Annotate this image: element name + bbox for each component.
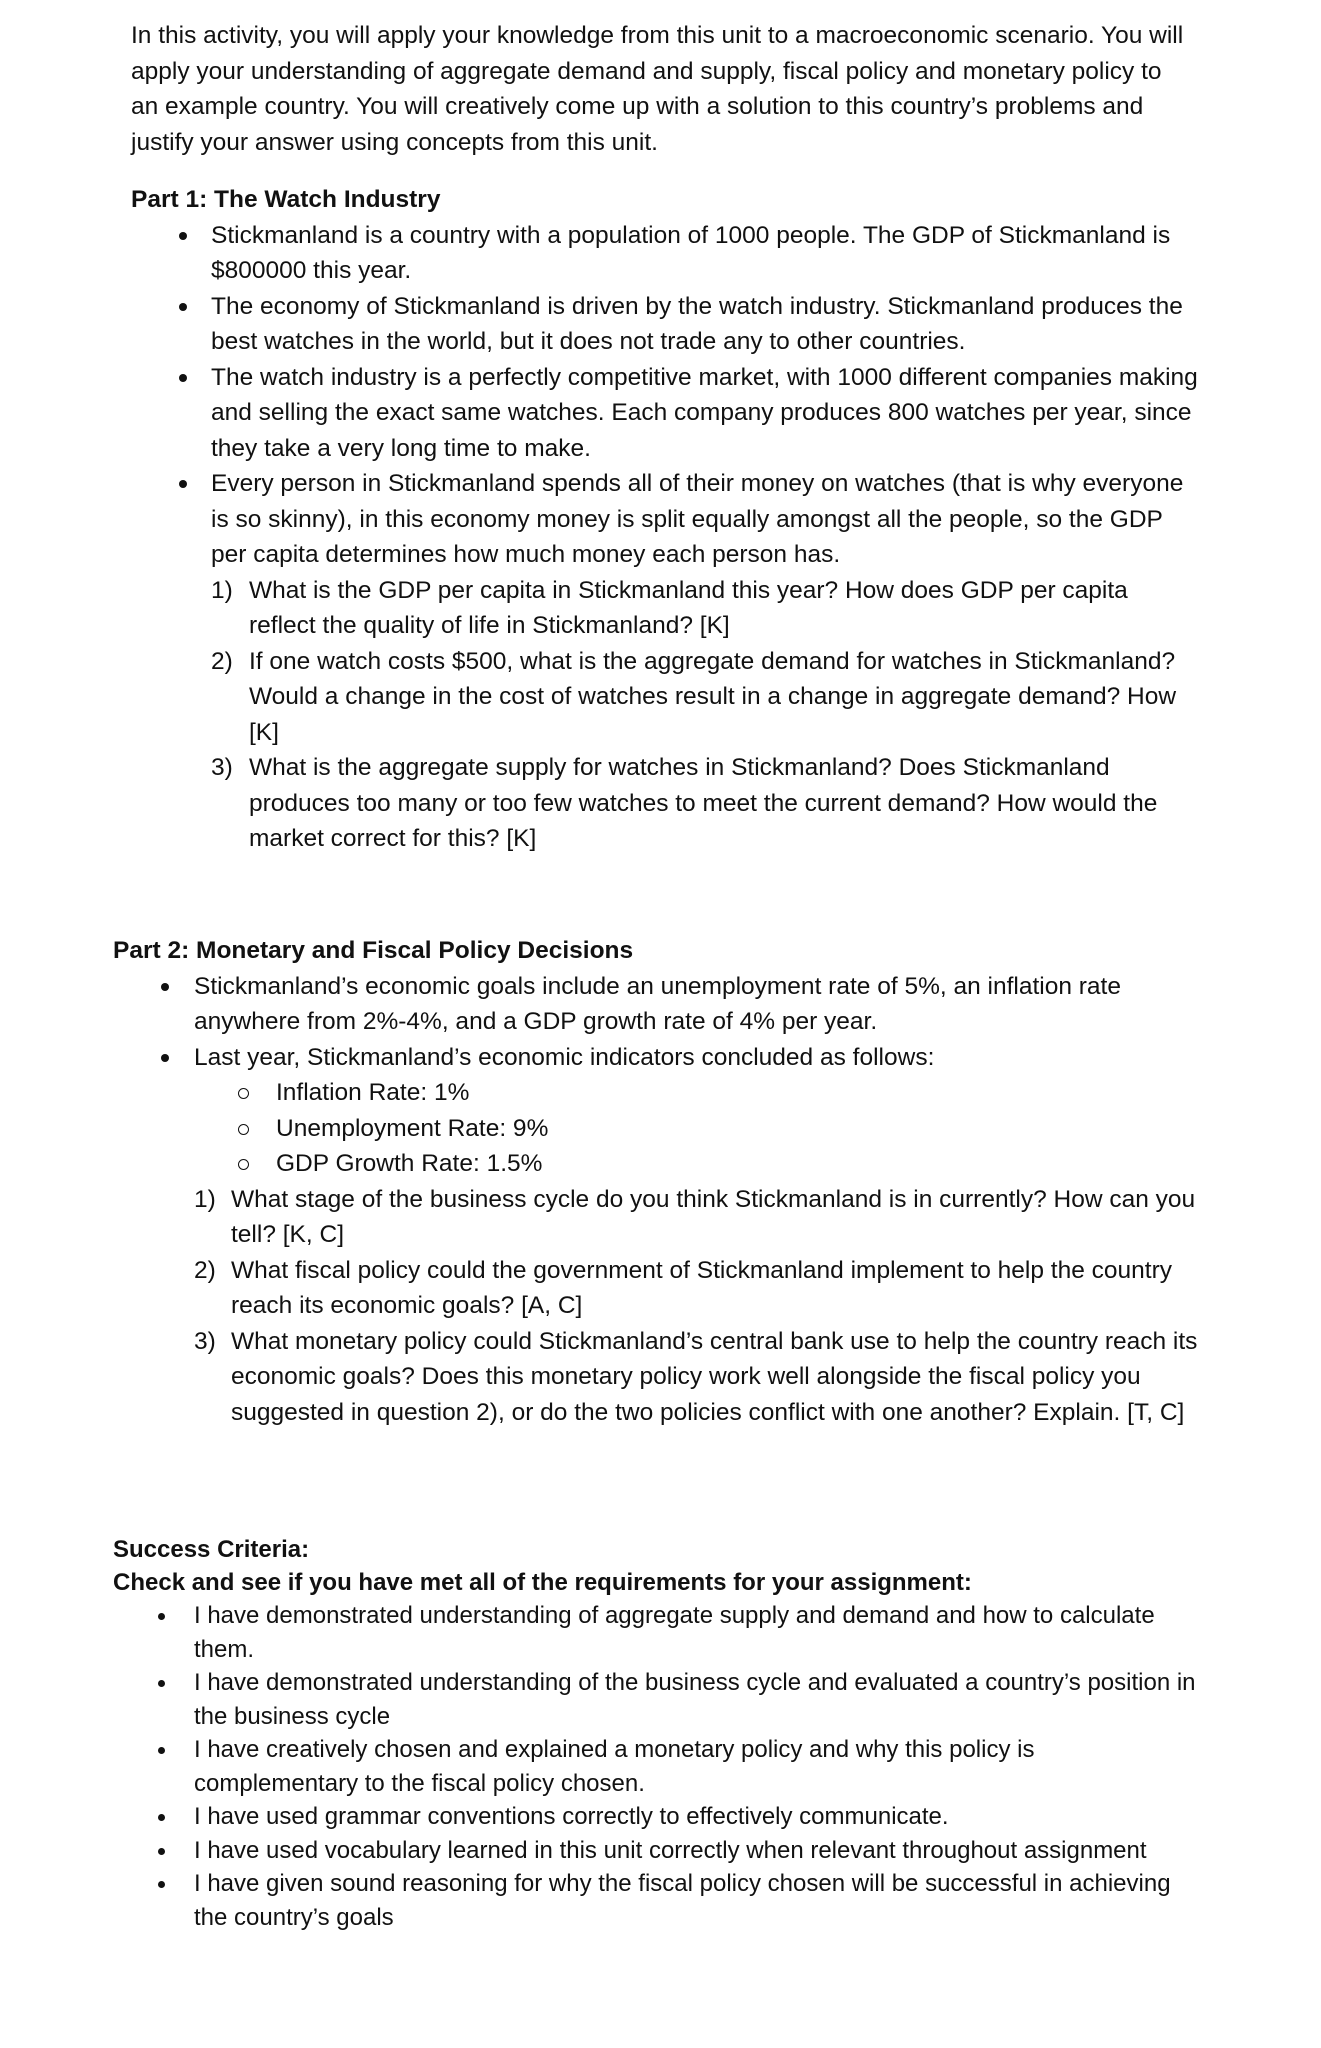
success-criteria-list — [113, 1599, 1203, 1934]
bullet-icon — [158, 1848, 165, 1855]
bullet-icon — [161, 983, 169, 991]
bullet-icon — [158, 1680, 165, 1687]
bullet-text: The economy of Stickmanland is driven by the watch industry. Stickmanland produces the best watches in the world, but it does not trade any to other countries. — [211, 292, 1183, 355]
question-text: What is the GDP per capita in Stickmanland this year? How does GDP per capita reflect the quality of life in Stickmanland? [K] — [249, 576, 1128, 639]
intro-paragraph: In this activity, you will apply your knowledge from this unit to a macroeconomic scenario. You will apply your understanding of aggregate demand and supply, fiscal policy and monetary policy to an example country. You will creatively come up with a solution to this country’s problems and justify your answer using concepts from this unit. — [131, 22, 1184, 156]
part2-heading: Part 2: Monetary and Fiscal Policy Decisions — [113, 937, 634, 964]
question-item — [211, 573, 1201, 644]
question-number: 3) — [194, 1327, 216, 1355]
criteria-item — [113, 1800, 1203, 1834]
indicator-item — [238, 1075, 1203, 1111]
bullet-icon — [179, 232, 187, 240]
bullet-icon — [158, 1613, 165, 1620]
criteria-text: I have used vocabulary learned in this unit correctly when relevant throughout assignment — [194, 1836, 1147, 1864]
question-item — [194, 1324, 1203, 1431]
question-text: What fiscal policy could the government of Stickmanland implement to help the country reach its economic goals? [A, C] — [231, 1256, 1173, 1319]
part2-bullet-list — [113, 969, 1203, 1076]
criteria-text: I have creatively chosen and explained a monetary policy and why this policy is complementary to the fiscal policy chosen. — [194, 1736, 1035, 1797]
criteria-text: I have demonstrated understanding of aggregate supply and demand and how to calculate them. — [194, 1602, 1155, 1663]
list-item — [131, 289, 1201, 360]
circle-bullet-icon — [238, 1124, 249, 1135]
bullet-text: Stickmanland is a country with a population of 1000 people. The GDP of Stickmanland is $800000 this year. — [211, 221, 1171, 284]
question-item — [211, 644, 1201, 751]
bullet-icon — [161, 1054, 169, 1062]
question-number: 3) — [211, 754, 233, 781]
criteria-item — [113, 1666, 1203, 1733]
indicator-text: GDP Growth Rate: 1.5% — [276, 1150, 543, 1177]
part1-heading: Part 1: The Watch Industry — [131, 186, 441, 213]
criteria-text: I have used grammar conventions correctly to effectively communicate. — [194, 1803, 949, 1830]
bullet-icon — [158, 1747, 165, 1754]
indicator-item — [238, 1111, 1203, 1147]
part1-question-list — [211, 573, 1201, 857]
indicator-list — [238, 1075, 1203, 1182]
criteria-item — [113, 1733, 1203, 1800]
success-subheading: Check and see if you have met all of the requirements for your assignment: — [113, 1569, 972, 1596]
bullet-text: The watch industry is a perfectly competitive market, with 1000 different companies making and selling the exact same watches. Each company produces 800 watches per year, since they take a very long time to make. — [211, 363, 1198, 462]
question-number: 1) — [211, 576, 233, 604]
question-text: What stage of the business cycle do you think Stickmanland is in currently? How can you tell? [K, C] — [231, 1185, 1196, 1248]
question-item — [194, 1253, 1203, 1324]
question-item — [194, 1182, 1203, 1253]
criteria-item — [113, 1599, 1203, 1666]
bullet-icon — [158, 1814, 165, 1821]
circle-bullet-icon — [238, 1088, 249, 1099]
success-heading: Success Criteria: — [113, 1536, 310, 1563]
criteria-text: I have given sound reasoning for why the fiscal policy chosen will be successful in achieving the country’s goals — [194, 1870, 1171, 1931]
list-item — [113, 969, 1203, 1040]
part2-question-list — [194, 1182, 1203, 1431]
bullet-icon — [158, 1881, 165, 1888]
question-item — [211, 750, 1201, 857]
question-number: 2) — [194, 1256, 216, 1284]
criteria-item — [113, 1834, 1203, 1868]
question-number: 1) — [194, 1185, 216, 1213]
part1-bullet-list — [131, 218, 1201, 573]
question-text: If one watch costs $500, what is the aggregate demand for watches in Stickmanland? Would a change in the cost of watches result in a change in aggregate demand? How [K] — [249, 647, 1177, 746]
bullet-icon — [179, 374, 187, 382]
bullet-text: Last year, Stickmanland’s economic indicators concluded as follows: — [194, 1043, 935, 1071]
criteria-text: I have demonstrated understanding of the business cycle and evaluated a country’s position in the business cycle — [194, 1669, 1196, 1730]
list-item — [131, 218, 1201, 289]
list-item — [131, 360, 1201, 467]
success-criteria-section — [113, 1533, 1203, 1934]
bullet-text: Every person in Stickmanland spends all of their money on watches (that is why everyone is so skinny), in this economy money is split equally amongst all the people, so the GDP per capita determines how much money each person has. — [211, 470, 1184, 568]
bullet-text: Stickmanland’s economic goals include an unemployment rate of 5%, an inflation rate anywhere from 2%-4%, and a GDP growth rate of 4% per year. — [194, 972, 1121, 1035]
part1-section — [131, 182, 1201, 857]
question-text: What monetary policy could Stickmanland’s central bank use to help the country reach its economic goals? Does this monetary policy work well alongside the fiscal policy you suggested in question 2), or do the two policies conflict with one another? Explain. [T, C] — [231, 1327, 1198, 1426]
indicator-item — [238, 1146, 1203, 1182]
indicator-text: Inflation Rate: 1% — [276, 1079, 470, 1106]
bullet-icon — [179, 303, 187, 311]
circle-bullet-icon — [238, 1159, 249, 1170]
question-number: 2) — [211, 647, 233, 675]
indicator-text: Unemployment Rate: 9% — [276, 1114, 549, 1142]
criteria-item — [113, 1867, 1203, 1934]
part2-section — [113, 933, 1203, 1430]
list-item — [113, 1040, 1203, 1076]
list-item — [131, 466, 1201, 573]
question-text: What is the aggregate supply for watches in Stickmanland? Does Stickmanland produces too many or too few watches to meet the current demand? How would the market correct for this? [K] — [249, 754, 1158, 852]
bullet-icon — [179, 480, 187, 488]
